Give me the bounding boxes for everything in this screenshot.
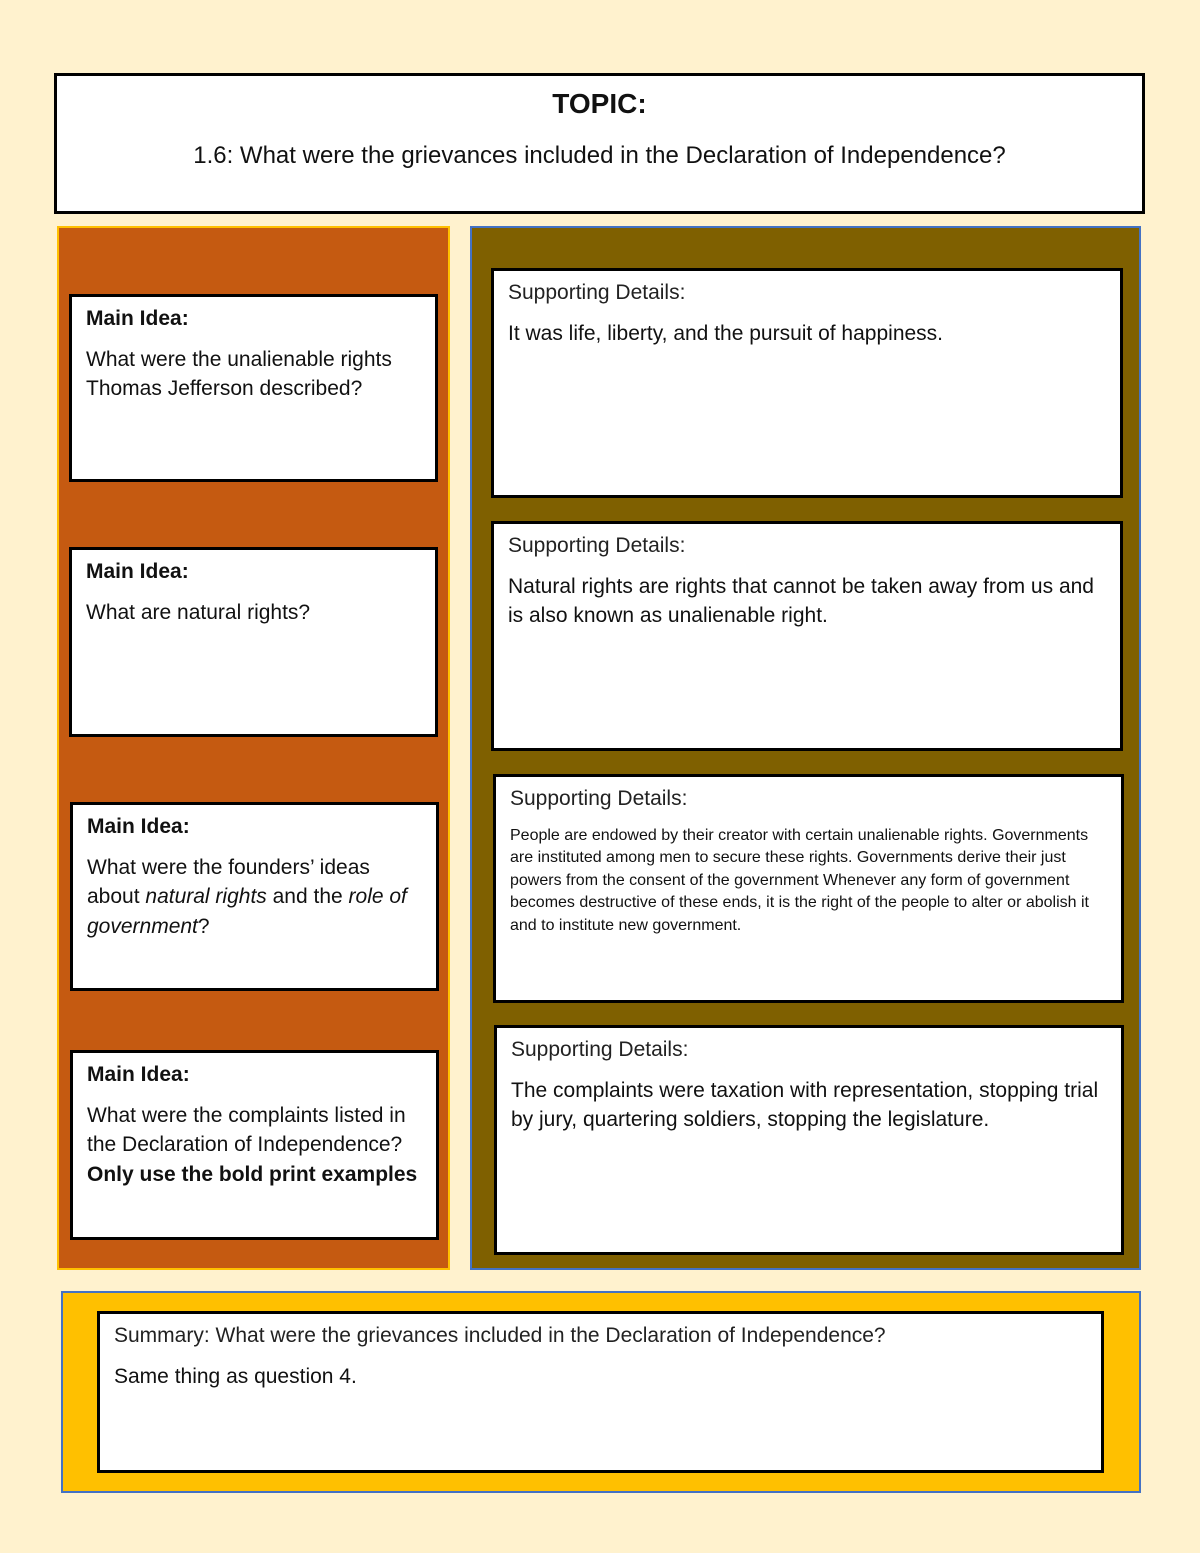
question-italic: natural rights [145,885,267,909]
main-idea-card-3 [70,802,439,991]
summary-card [97,1311,1104,1473]
main-idea-question: What were the unalienable rights Thomas Jefferson described? [86,348,392,401]
supporting-details-card-2 [491,521,1123,751]
question-part: What were the complaints listed in the Declaration of Independence? [87,1104,406,1157]
main-idea-label: Main Idea: [87,1063,190,1086]
supporting-details-label: Supporting Details: [508,534,686,557]
supporting-details-text: Natural rights are rights that cannot be taken away from us and is also known as unalienable right. [508,575,1094,628]
supporting-details-label: Supporting Details: [508,281,686,304]
supporting-details-label: Supporting Details: [510,787,688,810]
supporting-details-text: People are endowed by their creator with certain unalienable rights. Governments are instituted among men to secure these rights. Governments derive their just powers from the consent of the government Whenever any form of government becomes destructive of these ends, it is the right of the people to alter or abolish it and to institute new government. [510,827,1089,934]
main-idea-card-2 [69,547,438,737]
main-idea-label: Main Idea: [86,560,189,583]
question-part: What were the founders’ ideas about [87,856,370,909]
question-emphasis: Only use the bold print examples [87,1162,418,1186]
question-part: and the [266,885,349,909]
supporting-details-card-3 [493,774,1124,1003]
topic-question: 1.6: What were the grievances included in the Declaration of Independence? [193,142,1006,169]
question-italic: role of government [87,885,407,938]
topic-label: TOPIC: [552,88,647,119]
main-idea-card-1 [69,294,438,482]
supporting-details-text: It was life, liberty, and the pursuit of happiness. [508,322,944,345]
summary-text: Same thing as question 4. [114,1365,357,1388]
supporting-details-text: The complaints were taxation with representation, stopping trial by jury, quartering soldiers, stopping the legislature. [511,1079,1099,1132]
main-idea-label: Main Idea: [86,307,189,330]
topic-box [54,73,1145,214]
question-part: ? [197,914,210,938]
supporting-details-label: Supporting Details: [511,1038,689,1061]
supporting-details-card-1 [491,268,1123,498]
main-idea-question: What are natural rights? [86,601,311,624]
main-idea-card-4 [70,1050,439,1240]
supporting-details-card-4 [494,1025,1124,1255]
summary-label: Summary: What were the grievances included in the Declaration of Independence? [114,1324,886,1347]
main-idea-question [87,853,422,941]
main-idea-label: Main Idea: [87,815,190,838]
main-idea-question [87,1101,422,1189]
